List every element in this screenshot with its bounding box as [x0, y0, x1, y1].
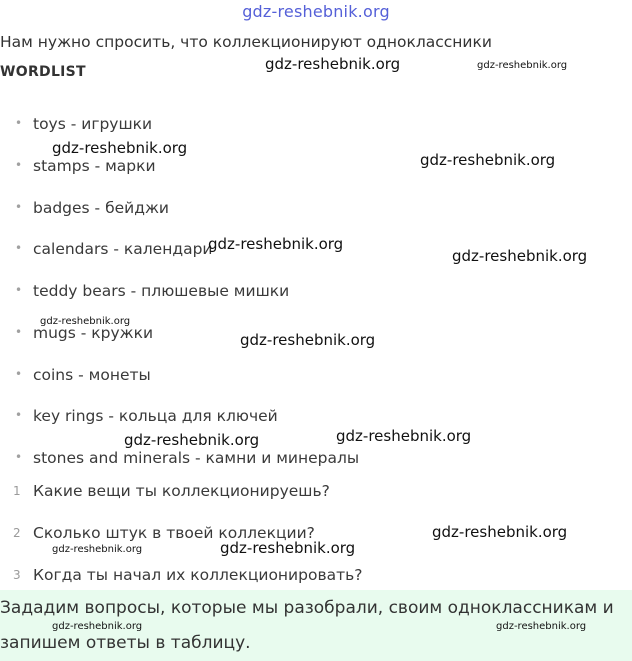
wordlist-item-text: teddy bears - плюшевые мишки: [33, 282, 290, 300]
watermark: gdz-reshebnik.org: [477, 60, 568, 71]
watermark: gdz-reshebnik.org: [52, 621, 143, 632]
wordlist-item: [15, 407, 278, 425]
footer-line-1: Зададим вопросы, которые мы разобрали, своим одноклассникам и: [0, 598, 614, 618]
footer-line-2: запишем ответы в таблицу.: [0, 633, 251, 653]
wordlist-item: [15, 157, 156, 175]
wordlist-item: [15, 115, 152, 133]
wordlist-item: [15, 449, 359, 467]
bullet-icon: •: [15, 116, 23, 130]
wordlist-item-text: toys - игрушки: [33, 115, 153, 133]
watermark: gdz-reshebnik.org: [336, 427, 472, 445]
bullet-icon: •: [15, 241, 23, 255]
wordlist-item-text: key rings - кольца для ключей: [33, 407, 278, 425]
bullet-icon: •: [15, 408, 23, 422]
bullet-icon: •: [15, 200, 23, 214]
question-number: 2: [13, 526, 21, 540]
wordlist-item-text: coins - монеты: [33, 366, 151, 384]
watermark: gdz-reshebnik.org: [265, 55, 401, 73]
bullet-icon: •: [15, 367, 23, 381]
watermark: gdz-reshebnik.org: [40, 316, 131, 327]
watermark: gdz-reshebnik.org: [52, 544, 143, 555]
question-item: [13, 482, 330, 500]
question-text: Сколько штук в твоей коллекции?: [33, 524, 315, 542]
bullet-icon: •: [15, 283, 23, 297]
question-text: Когда ты начал их коллекционировать?: [33, 566, 363, 584]
watermark: gdz-reshebnik.org: [240, 331, 376, 349]
watermark: gdz-reshebnik.org: [496, 621, 587, 632]
site-header[interactable]: gdz-reshebnik.org: [242, 2, 390, 21]
watermark: gdz-reshebnik.org: [124, 431, 260, 449]
wordlist-item: [15, 366, 151, 384]
watermark: gdz-reshebnik.org: [452, 247, 588, 265]
bullet-icon: •: [15, 158, 23, 172]
wordlist-item-text: mugs - кружки: [33, 324, 154, 342]
watermark: gdz-reshebnik.org: [220, 539, 356, 557]
wordlist-item-text: badges - бейджи: [33, 199, 169, 217]
question-number: 1: [13, 484, 21, 498]
intro-text: Нам нужно спросить, что коллекционируют одноклассники: [0, 33, 492, 51]
watermark: gdz-reshebnik.org: [52, 139, 188, 157]
bullet-icon: •: [15, 325, 23, 339]
watermark: gdz-reshebnik.org: [432, 523, 568, 541]
question-item: [13, 566, 362, 584]
watermark: gdz-reshebnik.org: [420, 151, 556, 169]
wordlist-item-text: stones and minerals - камни и минералы: [33, 449, 360, 467]
wordlist-item: [15, 240, 212, 258]
wordlist-item: [15, 282, 289, 300]
wordlist-title: WORDLIST: [0, 64, 86, 80]
watermark: gdz-reshebnik.org: [208, 235, 344, 253]
wordlist-item-text: stamps - марки: [33, 157, 156, 175]
wordlist-item-text: calendars - календари: [33, 240, 213, 258]
bullet-icon: •: [15, 450, 23, 464]
wordlist-item: [15, 199, 169, 217]
question-number: 3: [13, 568, 21, 582]
question-text: Какие вещи ты коллекционируешь?: [33, 482, 330, 500]
